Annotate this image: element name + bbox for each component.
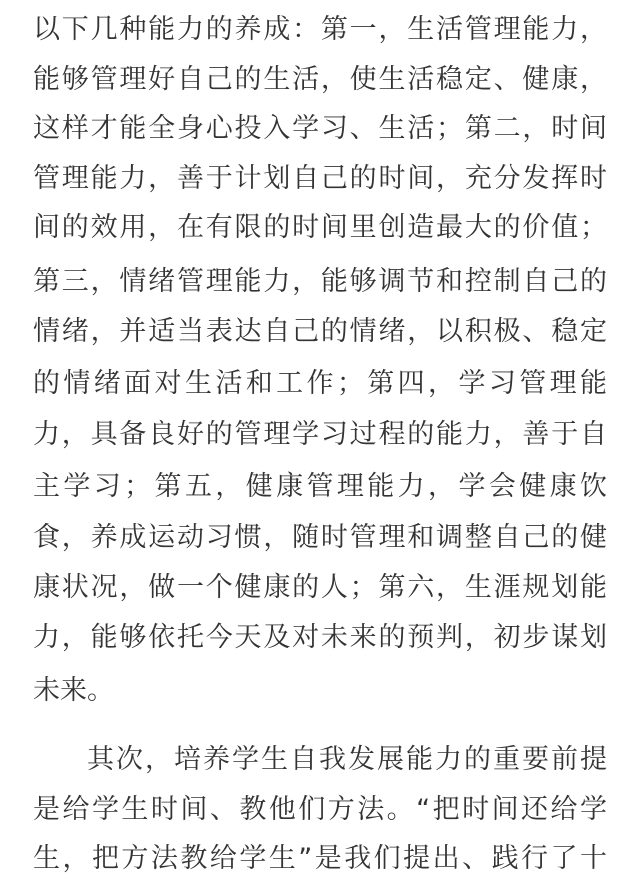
paragraph-2-line: 其次，培养学生自我发展能力的重要前提 [87, 744, 607, 775]
paragraph-1-line: 康状况，做一个健康的人；第六，生涯规划能 [33, 572, 607, 603]
paragraph-1-line: 食，养成运动习惯，随时管理和调整自己的健 [33, 522, 607, 553]
paragraph-1-line: 未来。 [33, 675, 114, 706]
paragraph-1-line: 主学习；第五，健康管理能力，学会健康饮 [33, 471, 607, 502]
paragraph-2-line: 是给学生时间、教他们方法。“把时间还给学 [33, 794, 607, 825]
paragraph-1-line: 力，具备良好的管理学习过程的能力，善于自 [33, 419, 607, 450]
paragraph-1-line: 这样才能全身心投入学习、生活；第二，时间 [33, 113, 607, 144]
paragraph-1-line: 力，能够依托今天及对未来的预判，初步谋划 [33, 622, 607, 653]
paragraph-1-line: 管理能力，善于计划自己的时间，充分发挥时 [33, 163, 607, 194]
paragraph-1-line: 情绪，并适当表达自己的情绪，以积极、稳定 [33, 316, 607, 347]
paragraph-1-line: 的情绪面对生活和工作；第四，学习管理能 [33, 368, 607, 399]
paragraph-1-line: 以下几种能力的养成：第一，生活管理能力， [33, 14, 607, 45]
paragraph-1-line: 能够管理好自己的生活，使生活稳定、健康， [33, 64, 607, 95]
paragraph-1-line: 第三，情绪管理能力，能够调节和控制自己的 [33, 266, 607, 297]
paragraph-2-line: 生，把方法教给学生”是我们提出、践行了十 [33, 843, 607, 874]
paragraph-1-line: 间的效用，在有限的时间里创造最大的价值； [33, 212, 607, 243]
